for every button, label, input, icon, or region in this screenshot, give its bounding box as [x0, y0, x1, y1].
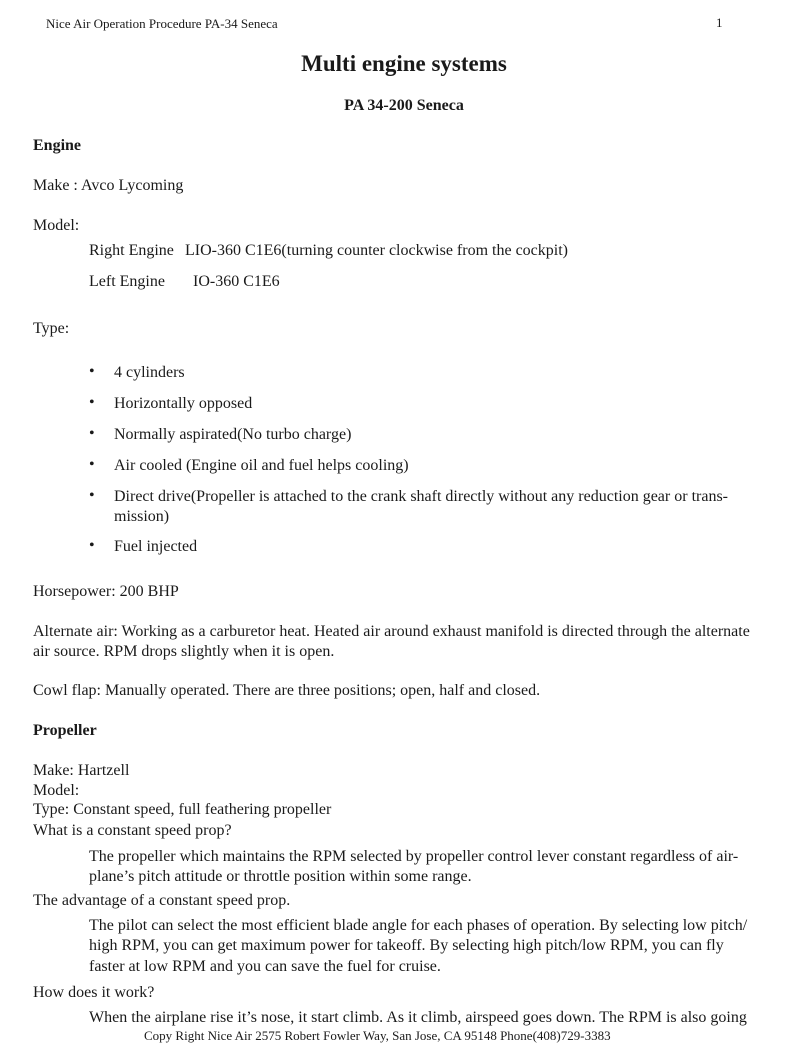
question-constant-speed: What is a constant speed prop?: [33, 822, 232, 839]
right-engine-label: Right Engine: [89, 242, 174, 259]
answer-constant-speed-line1: The propeller which maintains the RPM selected by propeller control lever constant regardless of air-: [89, 848, 739, 865]
bullet-icon: •: [89, 425, 95, 442]
engine-make: Make : Avco Lycoming: [33, 177, 184, 194]
answer-how-it-works-line1: When the airplane rise it’s nose, it start climb. As it climb, airspeed goes down. The RPM is also going: [89, 1009, 747, 1026]
left-engine-label: Left Engine: [89, 273, 165, 290]
cowl-flap: Cowl flap: Manually operated. There are three positions; open, half and closed.: [33, 682, 541, 699]
page-number: 1: [716, 15, 723, 30]
propeller-heading: Propeller: [33, 722, 97, 739]
answer-advantage-line3: faster at low RPM and you can save the fuel for cruise.: [89, 958, 441, 975]
horsepower: Horsepower: 200 BHP: [33, 583, 179, 600]
list-item: Fuel injected: [114, 538, 198, 555]
document-subtitle: PA 34-200 Seneca: [344, 97, 464, 114]
alternate-air-line1: Alternate air: Working as a carburetor heat. Heated air around exhaust manifold is directed through the alternate: [33, 623, 750, 640]
list-item: Air cooled (Engine oil and fuel helps cooling): [114, 457, 409, 474]
document-title: Multi engine systems: [301, 51, 507, 76]
list-item: Normally aspirated(No turbo charge): [114, 426, 352, 443]
list-item: Horizontally opposed: [114, 395, 253, 412]
answer-advantage-line1: The pilot can select the most efficient blade angle for each phases of operation. By selecting low pitch/: [89, 917, 748, 934]
running-header: Nice Air Operation Procedure PA-34 Seneca: [46, 16, 278, 31]
propeller-make: Make: Hartzell: [33, 762, 130, 779]
propeller-type: Type: Constant speed, full feathering propeller: [33, 801, 332, 818]
propeller-model: Model:: [33, 782, 80, 799]
list-item: Direct drive(Propeller is attached to the crank shaft directly without any reduction gear or trans-: [114, 488, 728, 505]
list-item: 4 cylinders: [114, 364, 185, 381]
bullet-icon: •: [89, 487, 95, 504]
page-footer: Copy Right Nice Air 2575 Robert Fowler Way, San Jose, CA 95148 Phone(408)729-3383: [144, 1028, 611, 1043]
answer-advantage-line2: high RPM, you can get maximum power for takeoff. By selecting high pitch/low RPM, you can fly: [89, 937, 724, 954]
list-item-continuation: mission): [114, 508, 170, 525]
bullet-icon: •: [89, 537, 95, 554]
engine-model-label: Model:: [33, 217, 80, 234]
question-how-it-works: How does it work?: [33, 984, 155, 1001]
bullet-icon: •: [89, 363, 95, 380]
answer-constant-speed-line2: plane’s pitch attitude or throttle position within some range.: [89, 868, 472, 885]
bullet-icon: •: [89, 394, 95, 411]
question-advantage: The advantage of a constant speed prop.: [33, 892, 291, 909]
engine-type-label: Type:: [33, 320, 70, 337]
right-engine-value: LIO-360 C1E6(turning counter clockwise from the cockpit): [185, 242, 568, 259]
engine-heading: Engine: [33, 137, 82, 154]
left-engine-value: IO-360 C1E6: [193, 273, 280, 290]
bullet-icon: •: [89, 456, 95, 473]
alternate-air-line2: air source. RPM drops slightly when it is open.: [33, 643, 335, 660]
